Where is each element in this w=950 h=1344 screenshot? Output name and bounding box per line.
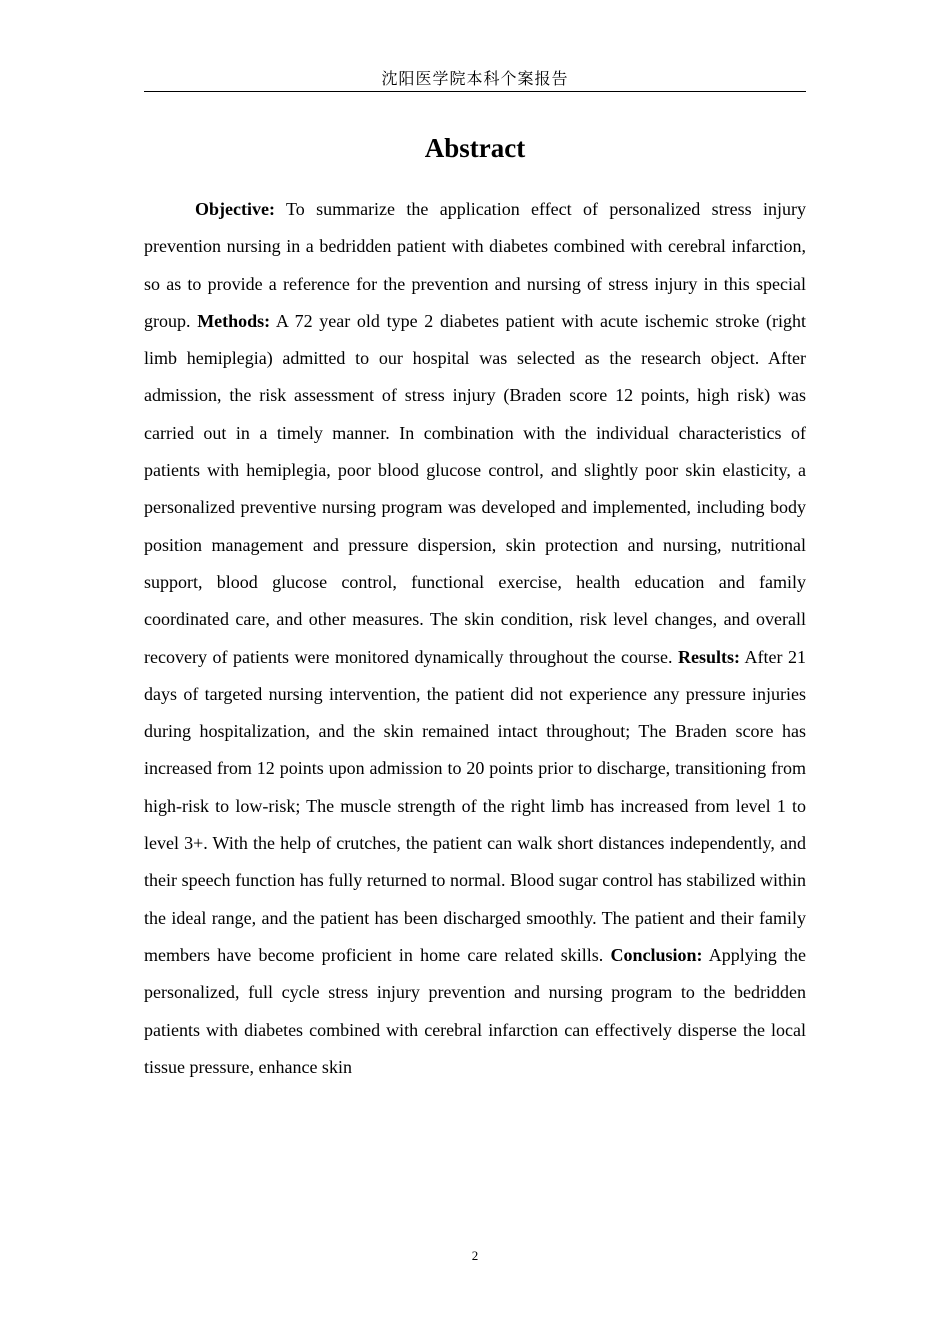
abstract-body <box>144 191 806 1086</box>
page-number: 2 <box>471 1248 479 1263</box>
results-text: After 21 days of targeted nursing intervention, the patient did not experience any pressure injuries during hospitalization, and the skin remained intact throughout; The Braden score has increased from 12 points upon admission to 20 points prior to discharge, transitioning from high-risk to low-risk; The muscle strength of the right limb has increased from level 1 to level 3+. With the help of crutches, the patient can walk short distances independently, and their speech function has fully returned to normal. Blood sugar control has stabilized within the ideal range, and the patient has been discharged smoothly. The patient and their family members have become proficient in home care related skills. <box>144 646 806 965</box>
methods-text: A 72 year old type 2 diabetes patient with acute ischemic stroke (right limb hemiplegia) admitted to our hospital was selected as the research object. After admission, the risk assessment of stress injury (Braden score 12 points, high risk) was carried out in a timely manner. In combination with the individual characteristics of patients with hemiplegia, poor blood glucose control, and slightly poor skin elasticity, a personalized preventive nursing program was developed and implemented, including body position management and pressure dispersion, skin protection and nursing, nutritional support, blood glucose control, functional exercise, health education and family coordinated care, and other measures. The skin condition, risk level changes, and overall recovery of patients were monitored dynamically throughout the course. <box>144 310 806 667</box>
objective-text: To summarize the application effect of personalized stress injury prevention nursing in a bedridden patient with diabetes combined with cerebral infarction, so as to provide a reference for the prevention and nursing of stress injury in this special group. <box>144 199 806 331</box>
results-label: Results: <box>677 646 740 667</box>
objective-label: Objective: <box>195 199 275 219</box>
page-header: 沈阳医学院本科个案报告 <box>144 66 806 92</box>
conclusion-label: Conclusion: <box>610 944 703 965</box>
conclusion-text: Applying the personalized, full cycle stress injury prevention and nursing program to the bedridden patients with diabetes combined with cerebral infarction can effectively disperse the local tissue pressure, enhance skin <box>144 944 807 1077</box>
abstract-title: Abstract <box>424 133 526 163</box>
methods-label: Methods: <box>197 310 271 331</box>
